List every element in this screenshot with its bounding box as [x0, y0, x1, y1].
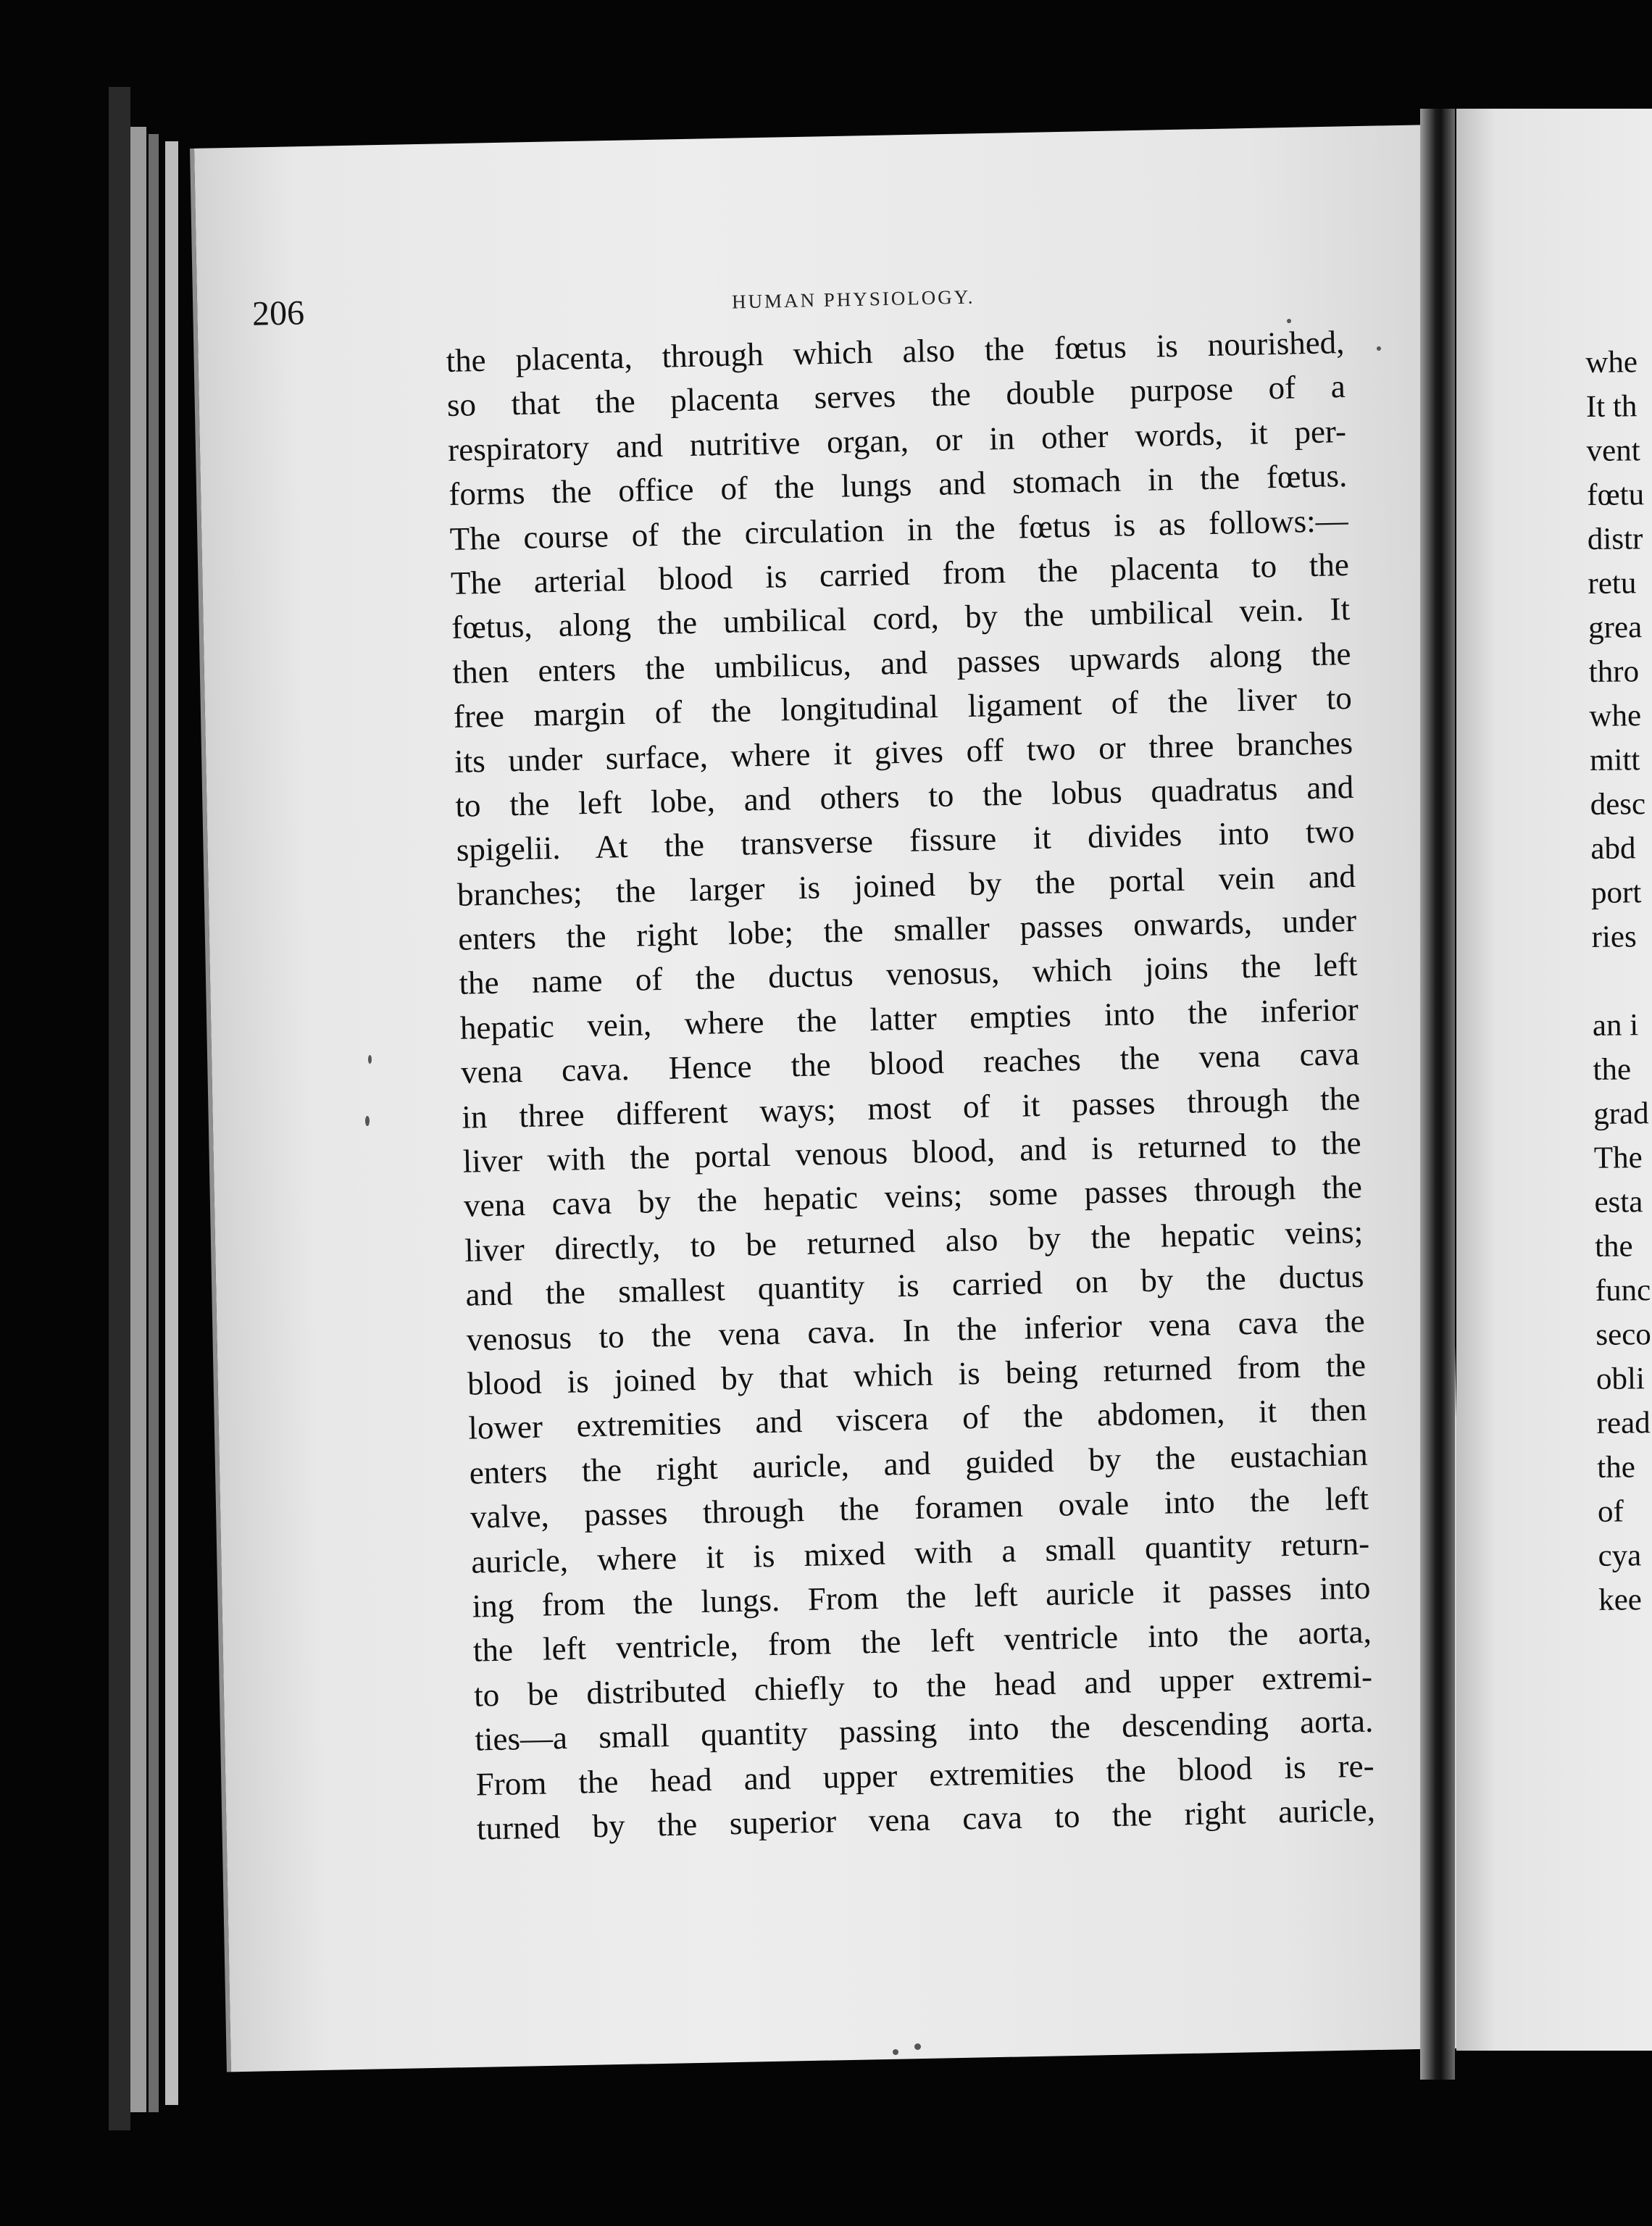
facing-line-fragment: read	[1596, 1406, 1651, 1441]
text-line: auricle, where it is mixed with a small quantity return-	[470, 1525, 1370, 1580]
facing-line-fragment: whe	[1589, 699, 1642, 733]
facing-line-fragment: mitt	[1589, 743, 1640, 778]
facing-line-fragment: esta	[1594, 1185, 1643, 1220]
facing-line-fragment: retu	[1588, 566, 1637, 601]
text-line: branches; the larger is joined by the portal vein and	[456, 857, 1356, 913]
text-line: in three different ways; most of it passes through the	[461, 1080, 1361, 1135]
text-line: to the left lobe, and others to the lobus quadratus and	[454, 768, 1354, 824]
facing-line-fragment: cya	[1598, 1538, 1642, 1573]
page-stack-edge	[165, 141, 178, 2105]
text-line: so that the placenta serves the double purpose of a	[446, 368, 1346, 424]
text-line: lower extremities and viscera of the abdomen, it then	[467, 1391, 1367, 1447]
book-shadow	[109, 87, 130, 2130]
text-line: valve, passes through the foramen ovale into the left	[470, 1480, 1369, 1535]
scan-speck	[365, 1116, 370, 1126]
scan-speck	[1287, 319, 1291, 323]
facing-line-fragment: obli	[1595, 1362, 1645, 1396]
facing-line-fragment: grea	[1588, 610, 1643, 645]
page-stack-edge	[130, 127, 146, 2112]
facing-line-fragment: kee	[1598, 1583, 1643, 1617]
facing-line-fragment: abd	[1590, 831, 1636, 866]
text-line: The arterial blood is carried from the placenta to the	[450, 546, 1350, 601]
text-line: ties—a small quantity passing into the descending aorta.	[474, 1702, 1374, 1758]
page-number: 206	[251, 293, 305, 333]
text-line: fœtus, along the umbilical cord, by the umbilical vein. It	[451, 591, 1351, 646]
text-line: The course of the circulation in the fœtus is as follows:—	[449, 501, 1349, 557]
text-line: enters the right lobe; the smaller passes onwards, under	[457, 901, 1357, 957]
text-line: the left ventricle, from the left ventricle into the aorta,	[472, 1613, 1372, 1669]
facing-line-fragment: whe	[1585, 345, 1638, 380]
text-line: free margin of the longitudinal ligament of the liver to	[453, 680, 1353, 735]
facing-line-fragment: thro	[1588, 654, 1640, 689]
text-line: to be distributed chiefly to the head and upper extremi-	[473, 1658, 1373, 1714]
facing-line-fragment: distr	[1587, 522, 1643, 556]
text-line: turned by the superior vena cava to the right auricle,	[476, 1791, 1376, 1847]
text-line: liver with the portal venous blood, and is returned to the	[462, 1124, 1362, 1180]
text-line: venosus to the vena cava. In the inferior vena cava the	[466, 1302, 1366, 1358]
scan-speck	[893, 2049, 898, 2055]
facing-line-fragment: port	[1590, 875, 1642, 910]
text-line: From the head and upper extremities the blood is re-	[475, 1747, 1375, 1803]
facing-line-fragment: an i	[1592, 1008, 1639, 1043]
text-line: respiratory and nutritive organ, or in other words, it per-	[447, 412, 1347, 468]
text-line: hepatic vein, where the latter empties into the inferior	[459, 991, 1359, 1046]
facing-line-fragment: desc	[1590, 787, 1646, 822]
facing-line-fragment: the	[1594, 1229, 1633, 1264]
book-gutter	[1420, 109, 1455, 2080]
text-line: liver directly, to be returned also by the hepatic veins;	[464, 1213, 1364, 1269]
text-line: blood is joined by that which is being returned from the	[467, 1346, 1367, 1402]
text-line: vena cava by the hepatic veins; some passes through the	[463, 1169, 1363, 1225]
text-line: spigelii. At the transverse fissure it divides into two	[456, 813, 1356, 869]
scan-speck	[1377, 346, 1381, 351]
facing-line-fragment: ries	[1591, 920, 1637, 954]
facing-line-fragment: seco	[1595, 1317, 1652, 1352]
facing-line-fragment: vent	[1586, 433, 1640, 468]
text-line: its under surface, where it gives off two or three branches	[454, 724, 1353, 780]
facing-line-fragment: fœtu	[1586, 478, 1645, 512]
text-line: enters the right auricle, and guided by the eustachian	[469, 1435, 1369, 1491]
text-line: vena cava. Hence the blood reaches the vena cava	[460, 1035, 1360, 1091]
text-line: ing from the lungs. From the left auricle it passes into	[472, 1569, 1371, 1625]
body-text	[446, 320, 1375, 1851]
facing-line-fragment: func	[1595, 1273, 1651, 1308]
text-line: and the smallest quantity is carried on by the ductus	[465, 1257, 1364, 1313]
facing-line-fragment: the	[1597, 1450, 1636, 1485]
running-head: HUMAN PHYSIOLOGY.	[731, 285, 975, 313]
facing-line-fragment: The	[1593, 1141, 1643, 1175]
facing-line-fragment: of	[1597, 1494, 1624, 1529]
text-line: the name of the ductus venosus, which joins the left	[459, 946, 1358, 1002]
text-line: then enters the umbilicus, and passes upwards along the	[452, 635, 1351, 691]
text-line: the placenta, through which also the fœtus is nourished,	[446, 324, 1345, 379]
facing-line-fragment: It th	[1585, 389, 1638, 424]
scan-speck	[368, 1055, 372, 1064]
text-line: forms the office of the lungs and stomach in the fœtus.	[448, 457, 1348, 513]
page-stack-edge	[149, 134, 159, 2112]
scan-speck	[914, 2043, 921, 2050]
facing-line-fragment: grad	[1593, 1096, 1649, 1131]
facing-line-fragment: the	[1593, 1052, 1632, 1087]
